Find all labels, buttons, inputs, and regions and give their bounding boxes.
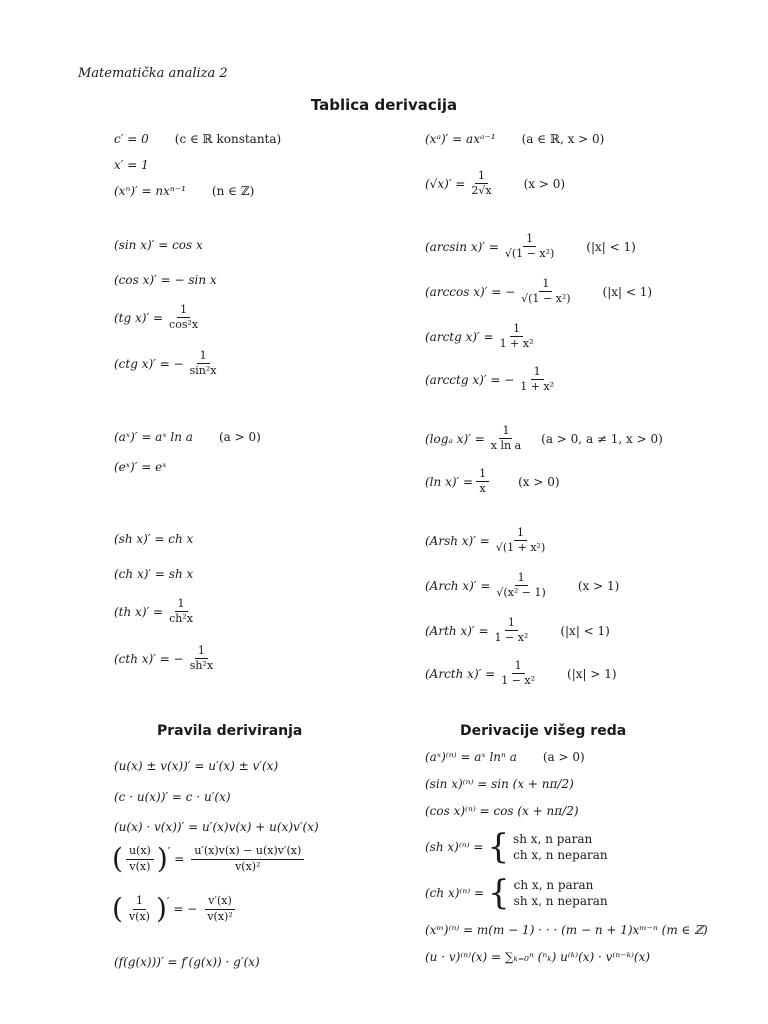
formula-lhs: (th x)′ = (114, 604, 164, 619)
formula-tg (114, 304, 204, 331)
fraction (166, 598, 196, 625)
numerator: 1 (133, 895, 146, 909)
formula-ln (425, 468, 560, 495)
brace: { (487, 827, 510, 867)
numerator: 1 (510, 323, 523, 337)
rule-text: (u(x) · v(x))′ = u′(x)v(x) + u(x)v′(x) (114, 820, 319, 834)
formula-arctg (425, 323, 539, 350)
formula-lhs: (tg x)′ = (114, 310, 164, 325)
formula-arch (425, 572, 619, 599)
formula-lhs: (Arsh x)′ = (425, 533, 490, 548)
denominator: v(x) (128, 909, 150, 923)
denominator: sh²x (189, 659, 214, 673)
formula-condition: (|x| < 1) (560, 623, 610, 638)
formula-condition: (a ∈ ℝ, x > 0) (521, 132, 605, 146)
formula-lhs: (ctg x)′ = − (114, 356, 184, 371)
case-line: ch x, n paran (513, 877, 594, 892)
brace: { (488, 873, 510, 913)
formula-sh (114, 532, 193, 546)
formula-lhs: c′ = 0 (114, 132, 149, 146)
higher-sin (425, 777, 574, 791)
numerator: 1 (523, 233, 536, 247)
fraction (493, 527, 548, 554)
formula-lhs: (√x)′ = (425, 176, 466, 191)
formula-lhs: (arccos x)′ = − (425, 284, 516, 299)
formula-text: (sin x)⁽ⁿ⁾ = sin (x + nπ/2) (425, 777, 574, 791)
fraction (126, 895, 153, 922)
formula-arccos (425, 278, 652, 305)
fraction (518, 278, 573, 305)
numerator: 1 (531, 366, 544, 380)
numerator: 1 (177, 304, 190, 318)
formula-condition: (n ∈ ℤ) (211, 184, 255, 198)
formula-condition: (|x| < 1) (602, 284, 653, 299)
formula-condition: (x > 0) (518, 474, 560, 489)
rule-constant (114, 790, 231, 804)
rule-quotient: ( $\frac{u(x)}{v(x)}$ ) ′ = $\frac{u'(x)v(x) - u(x)v'(x)}{\text{v(x)²}}$ (112, 845, 307, 873)
cases (514, 877, 608, 909)
fraction (498, 660, 538, 687)
formula-lhs: (cth x)′ = − (114, 651, 184, 666)
formula-lhs: (arctg x)′ = (425, 329, 494, 344)
fraction (187, 350, 220, 377)
fraction (492, 617, 532, 644)
formula-identity (114, 158, 149, 172)
denominator: sin²x (189, 364, 217, 378)
rule-chain (114, 955, 260, 969)
formula-lhs: (eˣ)′ = eˣ (114, 460, 167, 474)
denominator: 1 + x² (520, 380, 555, 394)
denominator: ch²x (169, 612, 193, 626)
denominator: x ln a (490, 439, 522, 453)
fraction (502, 233, 557, 260)
numerator: 1 (197, 350, 210, 364)
numerator: v′(x) (205, 895, 235, 909)
formula-lhs: (Arcth x)′ = (425, 666, 496, 681)
formula-condition: (x > 0) (523, 176, 566, 191)
numerator: 1 (175, 598, 188, 612)
formula-lhs: (cos x)′ = − sin x (114, 273, 217, 287)
formula-arcsin (425, 233, 636, 260)
formula-arcth (425, 660, 617, 687)
higher-cos (425, 804, 579, 818)
formula-condition: (x > 1) (577, 578, 620, 593)
paren-right: ) (156, 842, 168, 875)
paren-left: ( (112, 892, 123, 925)
denominator: √(x² − 1) (496, 586, 546, 600)
formula-cos (114, 273, 217, 287)
denominator: 2√x (471, 184, 492, 198)
formula-lhs: (xᵃ)′ = axᵃ⁻¹ (425, 132, 496, 146)
higher-sh (425, 827, 608, 867)
formula-arth (425, 617, 610, 644)
formula-condition: (|x| > 1) (567, 666, 617, 681)
formula-arcctg (425, 366, 560, 393)
formula-cth (114, 645, 219, 672)
formula-lhs: x′ = 1 (114, 158, 149, 172)
fraction (497, 323, 537, 350)
denominator: √(1 + x²) (495, 541, 546, 555)
formula-condition: (a > 0) (218, 430, 261, 444)
paren-left: ( (112, 842, 123, 875)
formula-ctg (114, 350, 223, 377)
numerator: 1 (505, 617, 518, 631)
higher-leibniz (425, 950, 650, 964)
numerator: 1 (512, 660, 525, 674)
higher-exp (425, 750, 585, 764)
fraction (493, 572, 548, 599)
formula-lhs: (sin x)′ = cos x (114, 238, 203, 252)
fraction (488, 425, 524, 452)
formula-exp-a (114, 430, 261, 444)
formula-ch (114, 567, 193, 581)
formula-constant (114, 132, 281, 146)
formula-lhs: (ln x)′ = (425, 474, 474, 489)
numerator: 1 (475, 170, 488, 184)
denominator: x (479, 482, 486, 496)
case-line: sh x, n paran (513, 831, 593, 846)
formula-lhs: (arcctg x)′ = − (425, 372, 515, 387)
rule-text: (u(x) ± v(x))′ = u′(x) ± v′(x) (114, 759, 279, 773)
rule-sum (114, 759, 278, 773)
denominator: v(x) (129, 859, 151, 873)
rule-text: (c · u(x))′ = c · u′(x) (114, 790, 231, 804)
rule-product (114, 820, 319, 834)
formula-text: (xᵐ)⁽ⁿ⁾ = m(m − 1) · · · (m − n + 1)xᵐ⁻ⁿ (m ∈ ℤ) (425, 923, 708, 937)
case-line: sh x, n neparan (513, 894, 608, 908)
fraction (468, 170, 494, 197)
section-title-higher: Derivacije višeg reda (460, 723, 627, 739)
formula-condition: (a > 0, a ≠ 1, x > 0) (541, 431, 663, 446)
denominator: 1 − x² (494, 631, 529, 645)
fraction (126, 845, 154, 872)
higher-power (425, 923, 708, 937)
higher-ch (425, 873, 608, 913)
cases (513, 831, 608, 863)
formula-lhs: (aˣ)⁽ⁿ⁾ = aˣ lnⁿ a (425, 750, 517, 764)
formula-th (114, 598, 199, 625)
numerator: 1 (499, 425, 512, 439)
case-line: ch x, n neparan (513, 848, 608, 862)
formula-lhs: (sh x)⁽ⁿ⁾ = (425, 840, 484, 854)
formula-condition: (|x| < 1) (586, 239, 636, 254)
denominator: v(x)² (207, 909, 233, 923)
formula-sqrt (425, 170, 565, 197)
denominator: cos²x (169, 318, 199, 332)
formula-lhs: (ch x)⁽ⁿ⁾ = (425, 886, 485, 900)
formula-condition: (c ∈ ℝ konstanta) (174, 132, 282, 146)
numerator: 1 (195, 645, 208, 659)
formula-power (114, 184, 254, 198)
fraction (204, 895, 235, 922)
numerator: u(x) (126, 845, 154, 859)
denominator: 1 − x² (501, 674, 536, 688)
formula-xa (425, 132, 604, 146)
denominator: √(1 − x²) (504, 247, 555, 261)
fraction (517, 366, 557, 393)
page-title: Tablica derivacija (310, 96, 458, 114)
formula-log (425, 425, 663, 452)
denominator: √(1 − x²) (521, 292, 571, 306)
formula-text: (cos x)⁽ⁿ⁾ = cos (x + nπ/2) (425, 804, 579, 818)
formula-arsh (425, 527, 551, 554)
section-title-rules: Pravila deriviranja (157, 723, 303, 739)
numerator: u′(x)v(x) − u(x)v′(x) (191, 845, 304, 859)
page-header: Matematička analiza 2 (78, 66, 228, 81)
formula-lhs: (Arth x)′ = (425, 623, 489, 638)
formula-lhs: (logₐ x)′ = (425, 431, 485, 446)
rule-reciprocal: ( $\frac{1}{v(x)}$ ) ′ = − $\frac{v'(x)}{\text{v(x)²}}$ (112, 895, 239, 923)
paren-right: ) (155, 892, 167, 925)
fraction (166, 304, 201, 331)
fraction (187, 645, 216, 672)
numerator: 1 (515, 572, 528, 586)
formula-lhs: (xⁿ)′ = nxⁿ⁻¹ (114, 184, 186, 198)
denominator: v(x)² (235, 859, 261, 873)
denominator: 1 + x² (499, 337, 534, 351)
numerator: 1 (476, 468, 489, 482)
numerator: 1 (539, 278, 552, 292)
rule-text: (f(g(x)))′ = f′(g(x)) · g′(x) (114, 955, 260, 969)
fraction (191, 845, 304, 872)
formula-text: (u · v)⁽ⁿ⁾(x) = ∑ₖ₌₀ⁿ (ⁿₖ) u⁽ᵏ⁾(x) · v⁽ⁿ⁻ᵏ⁾(x) (425, 950, 651, 964)
formula-lhs: (sh x)′ = ch x (114, 532, 194, 546)
formula-lhs: (arcsin x)′ = (425, 239, 499, 254)
formula-lhs: (aˣ)′ = aˣ ln a (114, 430, 193, 444)
formula-exp-e (114, 460, 167, 474)
numerator: 1 (514, 527, 527, 541)
fraction (476, 468, 489, 495)
formula-lhs: (ch x)′ = sh x (114, 567, 194, 581)
formula-lhs: (Arch x)′ = (425, 578, 491, 593)
formula-sin (114, 238, 203, 252)
formula-condition: (a > 0) (542, 750, 585, 764)
